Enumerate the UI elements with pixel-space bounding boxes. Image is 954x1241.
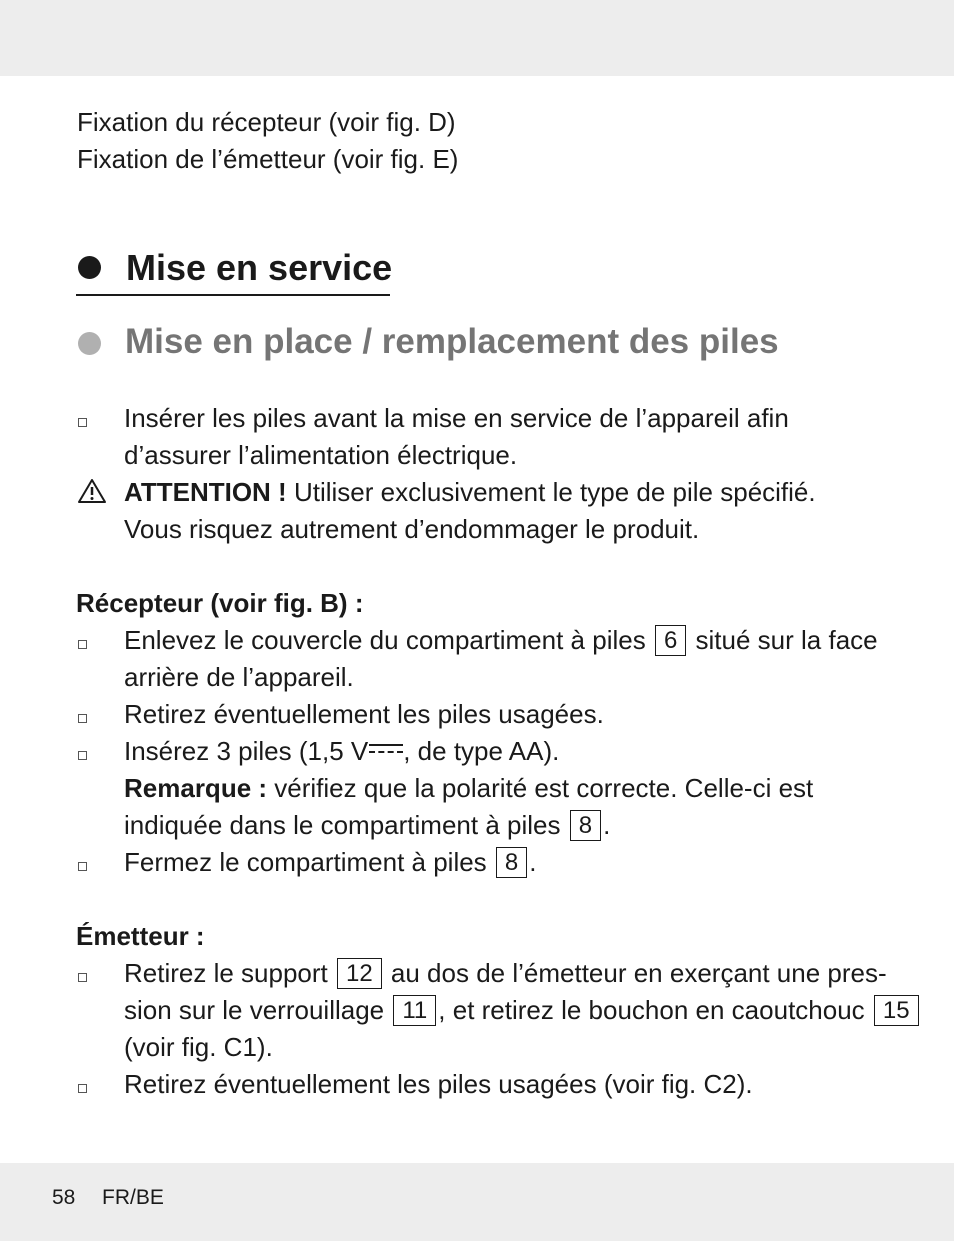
part-reference: 11 [393,995,436,1026]
part-reference: 12 [337,958,382,989]
page-number: 58 [52,1186,76,1209]
step-text: Enlevez le couvercle du compartiment à piles 6 situé sur la face [124,625,878,655]
step-text: Retirez éventuellement les piles usagées. [124,699,604,729]
part-reference: 8 [496,847,527,878]
part-reference: 15 [874,995,919,1026]
dc-symbol-icon [369,742,403,756]
checkbox-icon [78,714,87,723]
checkbox-icon [78,862,87,871]
part-reference: 8 [570,810,601,841]
checkbox-icon [78,640,87,649]
intro-line-2: Fixation de l’émetteur (voir fig. E) [77,144,459,174]
step-text: (voir fig. C1). [124,1032,273,1062]
bullet-dot-icon [78,256,101,279]
note-label: Remarque : [124,773,268,803]
step-text: Insérez 3 piles (1,5 V , de type AA). [124,736,560,766]
intro-line-1: Fixation du récepteur (voir fig. D) [77,107,456,137]
step-text: sion sur le verrouillage 11 , et retirez le bouchon en caoutchouc 15 [124,992,921,1029]
header-band [0,0,954,76]
note-text: indiquée dans le compartiment à piles 8 . [124,810,611,840]
warning-label: ATTENTION ! [124,477,287,507]
subsection-title: Mise en place / remplacement des piles [125,322,779,361]
step-text: Retirez le support 12 au dos de l’émetteur en exerçant une pres- [124,958,887,988]
checkbox-icon [78,418,87,427]
checkbox-icon [78,1084,87,1093]
language-code: FR/BE [102,1186,164,1209]
part-reference: 6 [655,625,686,656]
step-text: d’assurer l’alimentation électrique. [124,440,518,470]
section-title: Mise en service [126,247,393,288]
step-text: arrière de l’appareil. [124,662,354,692]
step-text: Insérer les piles avant la mise en service de l’appareil afin [124,403,789,433]
bullet-dot-icon [78,332,101,355]
warning-triangle-icon [77,478,107,504]
checkbox-icon [78,973,87,982]
checkbox-icon [78,751,87,760]
warning-text: Vous risquez autrement d’endommager le produit. [124,514,700,544]
receiver-heading: Récepteur (voir fig. B) : [76,588,364,618]
warning-text: ATTENTION ! Utiliser exclusivement le type de pile spécifié. [124,477,816,507]
transmitter-heading: Émetteur : [76,921,205,951]
section-heading [76,246,393,296]
step-text: Retirez éventuellement les piles usagées (voir fig. C2). [124,1069,753,1099]
note-text: Remarque : vérifiez que la polarité est correcte. Celle-ci est [124,773,814,803]
step-text: Fermez le compartiment à piles 8 . [124,847,537,877]
